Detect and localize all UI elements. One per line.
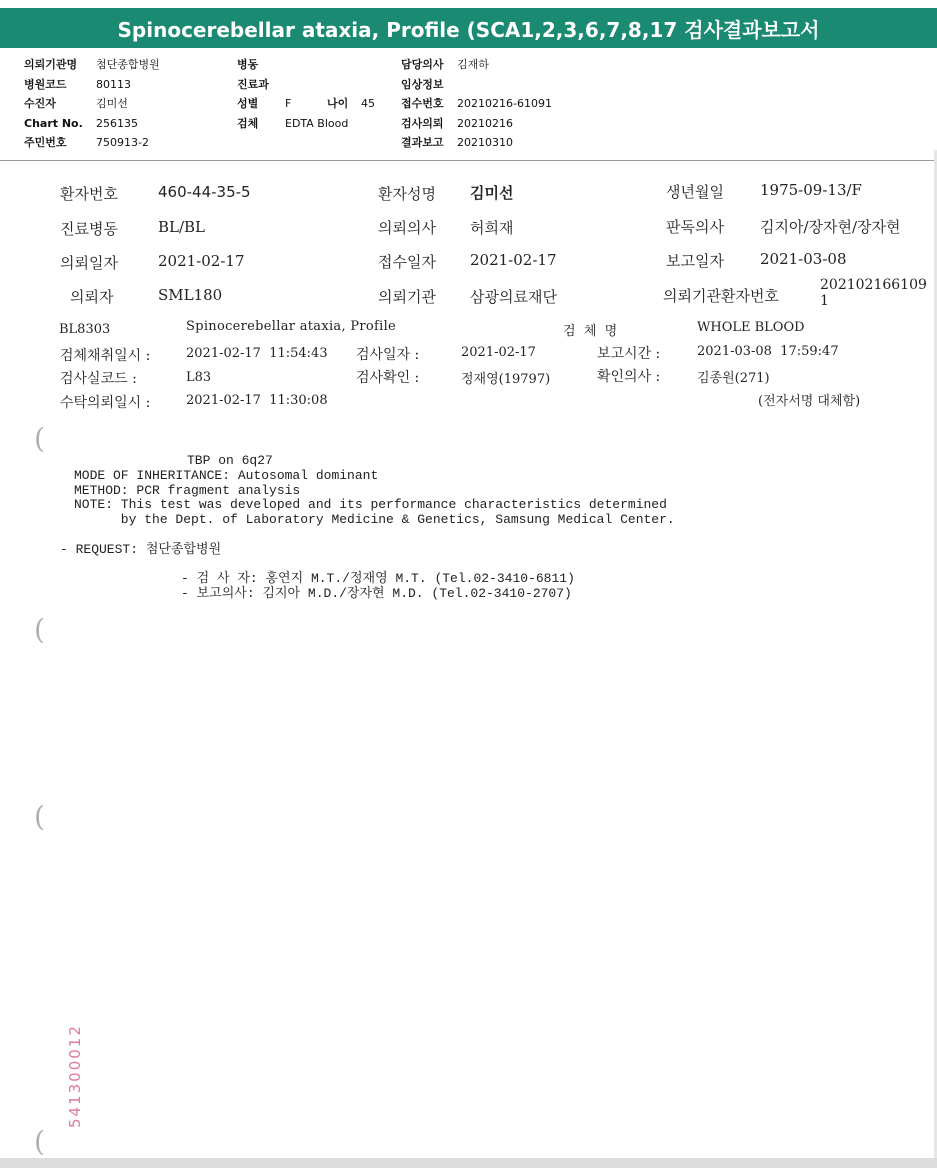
report-time-label: 보고시간 : bbox=[597, 346, 661, 362]
attending-value: 김재하 bbox=[457, 58, 489, 71]
report-time-value: 2021-03-08 17:59:47 bbox=[697, 344, 839, 359]
vertical-stamp bbox=[40, 1016, 84, 1131]
clinical-info-label: 임상정보 bbox=[401, 77, 444, 91]
report-gene-line: TBP on 6q27 bbox=[187, 453, 273, 468]
ward-label: 병동 bbox=[237, 58, 259, 71]
received-value: 2021-02-17 11:30:08 bbox=[186, 393, 328, 408]
lab-code-value: L83 bbox=[186, 370, 212, 385]
stamp-number: 541300012 bbox=[66, 1024, 84, 1128]
ref-doctor-label: 의뢰의사 bbox=[378, 219, 436, 237]
esign-note: (전자서명 대체함) bbox=[758, 394, 861, 409]
resident-no-label: 주민번호 bbox=[24, 136, 67, 149]
institution-label: 의뢰기관명 bbox=[24, 58, 78, 71]
patient-name-value: 김미선 bbox=[470, 184, 514, 202]
patient-name-label: 환자성명 bbox=[378, 185, 436, 203]
punch-hole-mark: ( bbox=[34, 800, 45, 833]
collect-value: 2021-02-17 11:54:43 bbox=[186, 346, 328, 361]
referrer-label: 의뢰자 bbox=[70, 288, 114, 306]
test-date-label: 검사일자 : bbox=[356, 347, 420, 363]
ref-doctor-value: 허희재 bbox=[470, 219, 514, 237]
collect-label: 검체채취일시 : bbox=[60, 348, 151, 364]
header-col-1 bbox=[24, 55, 160, 153]
report-title: Spinocerebellar ataxia, Profile (SCA1,2,3,6,7,8,17 검사결과보고서 bbox=[0, 8, 937, 48]
specimen-name-value: WHOLE BLOOD bbox=[697, 320, 805, 335]
ref-date-value: 2021-02-17 bbox=[158, 252, 245, 270]
sex-label: 성별 bbox=[237, 97, 259, 110]
patient-value: 김미선 bbox=[96, 97, 128, 110]
referrer-value: SML180 bbox=[158, 286, 223, 304]
patient-no-label: 환자번호 bbox=[60, 185, 118, 203]
dob-label: 생년월일 bbox=[666, 183, 724, 201]
lab-code-label: 검사실코드 : bbox=[60, 371, 137, 387]
punch-hole-mark: ( bbox=[34, 1125, 45, 1158]
page-bottom-edge bbox=[0, 1158, 937, 1168]
confirm-doctor-label: 확인의사 : bbox=[597, 369, 661, 385]
ref-inst-label: 의뢰기관 bbox=[378, 288, 436, 306]
department-label: 진료과 bbox=[237, 77, 269, 91]
report-note-line-2: by the Dept. of Laboratory Medicine & Genetics, Samsung Medical Center. bbox=[74, 512, 675, 527]
report-date-value: 2021-03-08 bbox=[760, 250, 847, 268]
chart-no-label: Chart No. bbox=[24, 116, 83, 130]
institution-value: 첨단종합병원 bbox=[96, 58, 160, 71]
report-reporter-line: - 보고의사: 김지아 M.D./장자현 M.D. (Tel.02-3410-2707) bbox=[181, 586, 572, 601]
ref-inst-patient-label: 의뢰기관환자번호 bbox=[663, 287, 779, 305]
specimen-label: 검체 bbox=[237, 116, 259, 130]
header-divider bbox=[0, 160, 937, 161]
test-code: BL8303 bbox=[59, 322, 111, 337]
confirm-label: 검사확인 : bbox=[356, 370, 420, 386]
result-report-label: 결과보고 bbox=[401, 136, 444, 149]
accession-value: 20210216-61091 bbox=[457, 97, 552, 110]
age-label: 나이 bbox=[327, 97, 349, 110]
header-col-2 bbox=[237, 55, 375, 133]
ref-date-label: 의뢰일자 bbox=[60, 254, 118, 272]
dob-value: 1975-09-13/F bbox=[760, 181, 862, 199]
resident-no-value: 750913-2 bbox=[96, 136, 149, 149]
recv-date-value: 2021-02-17 bbox=[470, 251, 557, 269]
sex-value: F bbox=[285, 97, 292, 110]
report-request-line: - REQUEST: 첨단종합병원 bbox=[60, 542, 222, 557]
ward-value-2: BL/BL bbox=[158, 218, 206, 236]
test-date-value: 2021-02-17 bbox=[461, 345, 536, 360]
hospital-code-label: 병원코드 bbox=[24, 77, 67, 91]
request-date-value: 20210216 bbox=[457, 116, 513, 130]
received-label: 수탁의뢰일시 : bbox=[60, 395, 151, 411]
specimen-name-label: 검 체 명 bbox=[563, 324, 618, 339]
confirm-doctor-value: 김종원(271) bbox=[697, 371, 770, 386]
header-col-3 bbox=[401, 55, 552, 153]
specimen-value: EDTA Blood bbox=[285, 116, 349, 130]
age-value: 45 bbox=[361, 97, 375, 110]
punch-hole-mark: ( bbox=[34, 613, 45, 646]
patient-label: 수진자 bbox=[24, 97, 56, 110]
accession-label: 접수번호 bbox=[401, 97, 444, 110]
confirm-value: 정재영(19797) bbox=[461, 372, 551, 387]
report-tester-line: - 검 사 자: 홍연지 M.T./정재영 M.T. (Tel.02-3410-6811) bbox=[181, 571, 575, 586]
chart-no-value: 256135 bbox=[96, 116, 138, 130]
ref-inst-value: 삼광의료재단 bbox=[470, 288, 557, 306]
report-method-line: METHOD: PCR fragment analysis bbox=[74, 483, 301, 498]
ward-label-2: 진료병동 bbox=[60, 220, 118, 238]
reading-doctor-value: 김지아/장자현/장자현 bbox=[760, 218, 901, 236]
attending-label: 담당의사 bbox=[401, 58, 444, 71]
ref-inst-patient-value-1: 202102166109 bbox=[820, 277, 927, 293]
result-report-value: 20210310 bbox=[457, 136, 513, 149]
punch-hole-mark: ( bbox=[34, 422, 45, 455]
ref-inst-patient-value-2: 1 bbox=[820, 293, 829, 309]
test-name: Spinocerebellar ataxia, Profile bbox=[186, 319, 397, 334]
patient-no-value: 460-44-35-5 bbox=[158, 183, 251, 201]
reading-doctor-label: 판독의사 bbox=[666, 218, 724, 236]
hospital-code-value: 80113 bbox=[96, 77, 131, 91]
report-date-label: 보고일자 bbox=[666, 252, 724, 270]
report-inheritance-line: MODE OF INHERITANCE: Autosomal dominant bbox=[74, 468, 379, 483]
recv-date-label: 접수일자 bbox=[378, 253, 436, 271]
request-date-label: 검사의뢰 bbox=[401, 116, 444, 130]
report-note-line: NOTE: This test was developed and its performance characteristics determined bbox=[74, 497, 667, 512]
